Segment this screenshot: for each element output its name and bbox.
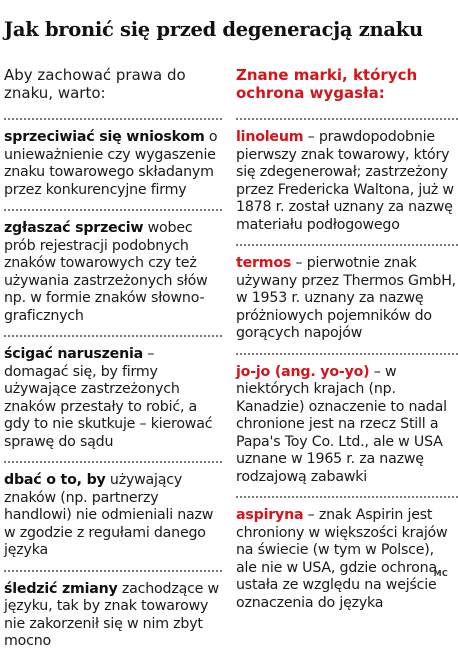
brand-item <box>236 507 458 612</box>
advice-keyword: śledzić zmiany <box>4 580 118 597</box>
separator <box>236 496 458 498</box>
separator <box>4 118 222 120</box>
brand-item <box>236 129 458 234</box>
brand-item <box>236 255 458 343</box>
brand-keyword: jo-jo (ang. yo-yo) <box>236 363 370 380</box>
advice-item <box>4 220 222 325</box>
separator <box>236 118 458 120</box>
brand-text: – w niektórych krajach (np. Kanadzie) oznaczenie to nadal chronione jest na rzecz Still a Papa's Toy Co. Ltd., ale w USA uznane w 1965 r. za nazwę rodzajową zabawki <box>236 363 447 485</box>
separator <box>236 244 458 246</box>
brand-keyword: aspiryna <box>236 507 304 523</box>
advice-keyword: ścigać naruszenia <box>4 346 144 362</box>
right-intro: Znane marki, których ochrona wygasła: <box>236 66 418 102</box>
separator <box>4 570 222 572</box>
brand-text: – pierwotnie znak używany przez Thermos GmbH, w 1953 r. uznany za nazwę próżniowych pojemników do gorących napojów <box>236 255 456 341</box>
advice-keyword: zgłaszać sprzeciw <box>4 220 144 236</box>
advice-item <box>4 129 222 199</box>
advice-text: – domagać się, by firmy używające zastrzeżonych znaków przestały to robić, a gdy to nie skutkuje – kierować sprawę do sądu <box>4 346 213 450</box>
brand-keyword: linoleum <box>236 129 304 145</box>
advice-text: o unieważnienie czy wygaszenie znaku towarowego składanym przez konkurencyjne firmy <box>4 129 218 198</box>
advice-item <box>4 581 222 651</box>
advice-keyword: dbać o to, by <box>4 472 106 488</box>
brand-keyword: termos <box>236 255 292 271</box>
brand-text: – prawdopodobnie pierwszy znak towarowy, który się zdegenerował; zastrzeżony przez Fredericka Waltona, już w 1878 r. został uznany za nazwę materiału podłogowego <box>236 129 454 233</box>
advice-text: wobec prób rejestracji podobnych znaków towarowych czy też używania zastrzeżonych słów np. w formie znaków słowno-graficznych <box>4 220 208 324</box>
left-intro: Aby zachować prawa do znaku, warto: <box>4 66 186 102</box>
advice-text: używający znaków (np. partnerzy handlowi) nie odmieniali nazw w zgodzie z regułami danego języka <box>4 472 214 558</box>
advice-keyword: sprzeciwiać się wnioskom <box>4 129 205 145</box>
separator <box>4 461 222 463</box>
author-credit: MC <box>433 569 448 578</box>
separator <box>236 353 458 355</box>
separator <box>4 335 222 337</box>
advice-item <box>4 472 222 560</box>
brand-text: – znak Aspirin jest chroniony w większości krajów na świecie (w tym w Polsce), ale nie w USA, gdzie ochrona ustała ze względu na wejście oznaczenia do języka <box>236 507 448 611</box>
advice-text: zachodzące w języku, tak by znak towarowy nie zakorzenił się w nim zbyt mocno <box>4 580 219 649</box>
separator <box>4 209 222 211</box>
left-column <box>4 66 222 651</box>
brand-item <box>236 364 458 487</box>
right-column <box>236 66 458 612</box>
page-title: Jak bronić się przed degeneracją znaku <box>4 18 423 41</box>
advice-item <box>4 346 222 451</box>
